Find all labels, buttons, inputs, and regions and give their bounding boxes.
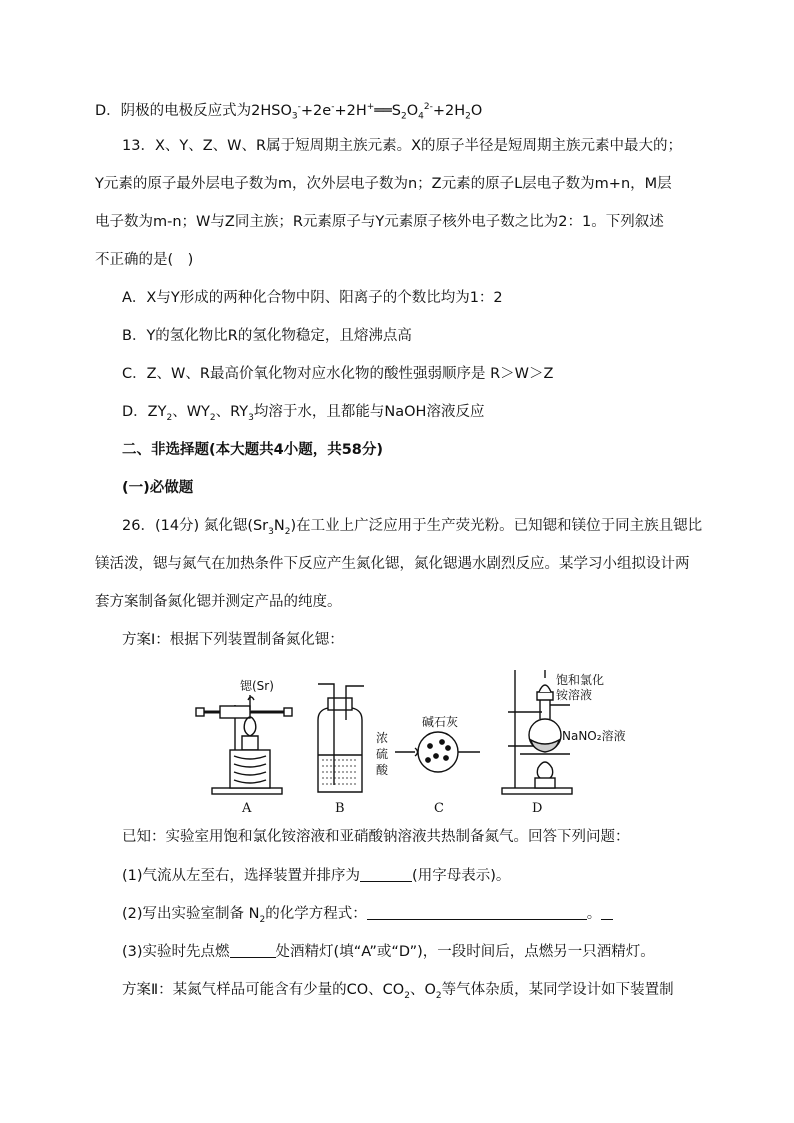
label-conc-acid-1: 浓 bbox=[376, 731, 389, 745]
q12-option-d: D．阴极的电极反应式为$2HSO_3^-+2e^-+2H^+══S_2O_4^{2-}+2H_2O$ bbox=[95, 102, 483, 122]
q13-option-b: B．Y的氢化物比R的氢化物稳定，且熔沸点高 bbox=[122, 328, 412, 344]
q13-stem-line1: 13．X、Y、Z、W、R属于短周期主族元素。X的原子半径是短周期主族元素中最大的； bbox=[122, 138, 683, 154]
q26-part1: (1)气流从左至右，选择装置并排序为 (用字母表示)。 bbox=[122, 868, 511, 884]
label-conc-acid-2: 硫 bbox=[376, 747, 389, 761]
q13-stem-line2: Y元素的原子最外层电子数为m，次外层电子数为n；Z元素的原子L层电子数为m+n，M层 bbox=[95, 176, 672, 192]
label-strontium: 锶(Sr) bbox=[240, 679, 274, 693]
q26-part2: (2)写出实验室制备 $N_2$的化学方程式： 。 bbox=[122, 904, 613, 930]
q13-option-c: C．Z、W、R最高价氧化物对应水化物的酸性强弱顺序是 R＞W＞Z bbox=[122, 366, 554, 382]
caption-b: B bbox=[335, 801, 345, 816]
label-soda-lime: 碱石灰 bbox=[422, 715, 459, 729]
section-subtitle: (一)必做题 bbox=[122, 480, 194, 496]
q13-option-a: A．X与Y形成的两种化合物中阴、阳离子的个数比均为1：2 bbox=[122, 290, 503, 306]
q13-stem-line4: 不正确的是( ) bbox=[95, 252, 194, 268]
q26-line2: 镁活泼，锶与氮气在加热条件下反应产生氮化锶，氮化锶遇水剧烈反应。某学习小组拟设计两 bbox=[95, 556, 690, 572]
apparatus-a bbox=[196, 695, 292, 794]
caption-c: C bbox=[434, 801, 444, 816]
apparatus-b bbox=[318, 684, 364, 792]
caption-d: D bbox=[532, 801, 543, 816]
q13-stem-line3: 电子数为m-n；W与Z同主族；R元素原子与Y元素原子核外电子数之比为2：1。下列叙述 bbox=[95, 214, 664, 230]
apparatus-figure bbox=[190, 660, 630, 820]
label-nh4cl-2: 铵溶液 bbox=[556, 688, 593, 702]
answer-blank-2[interactable] bbox=[367, 905, 587, 920]
q26-line1: 26．(14分) 氮化锶$(Sr_3N_2)$在工业上广泛应用于生产荧光粉。已知锶和镁位于同主族且锶比 bbox=[122, 518, 703, 537]
label-nano2: NaNO₂溶液 bbox=[562, 729, 626, 743]
q26-scheme1: 方案Ⅰ：根据下列装置制备氮化锶： bbox=[122, 632, 344, 648]
q13-option-d: D．$ZY_2$、$WY_2$、$RY_3$均溶于水，且都能与NaOH溶液反应 bbox=[122, 404, 485, 423]
section-title: 二、非选择题(本大题共4小题，共58分) bbox=[122, 442, 384, 458]
label-conc-acid-3: 酸 bbox=[376, 763, 389, 777]
apparatus-c bbox=[395, 732, 480, 772]
answer-blank-1[interactable] bbox=[360, 867, 412, 882]
caption-a: A bbox=[242, 801, 252, 816]
answer-blank-3[interactable] bbox=[230, 943, 276, 958]
q26-scheme2: 方案Ⅱ：某氮气样品可能含有少量的CO、$CO_2$、$O_2$等气体杂质，某同学设计如下装置制 bbox=[122, 982, 674, 1001]
q26-line3: 套方案制备氮化锶并测定产品的纯度。 bbox=[95, 594, 342, 610]
label-nh4cl-1: 饱和氯化 bbox=[556, 673, 605, 687]
q26-part3: (3)实验时先点燃 处酒精灯(填“A”或“D”)，一段时间后，点燃另一只酒精灯。 bbox=[122, 944, 655, 960]
q26-known: 已知：实验室用饱和氯化铵溶液和亚硝酸钠溶液共热制备氮气。回答下列问题： bbox=[122, 829, 630, 845]
